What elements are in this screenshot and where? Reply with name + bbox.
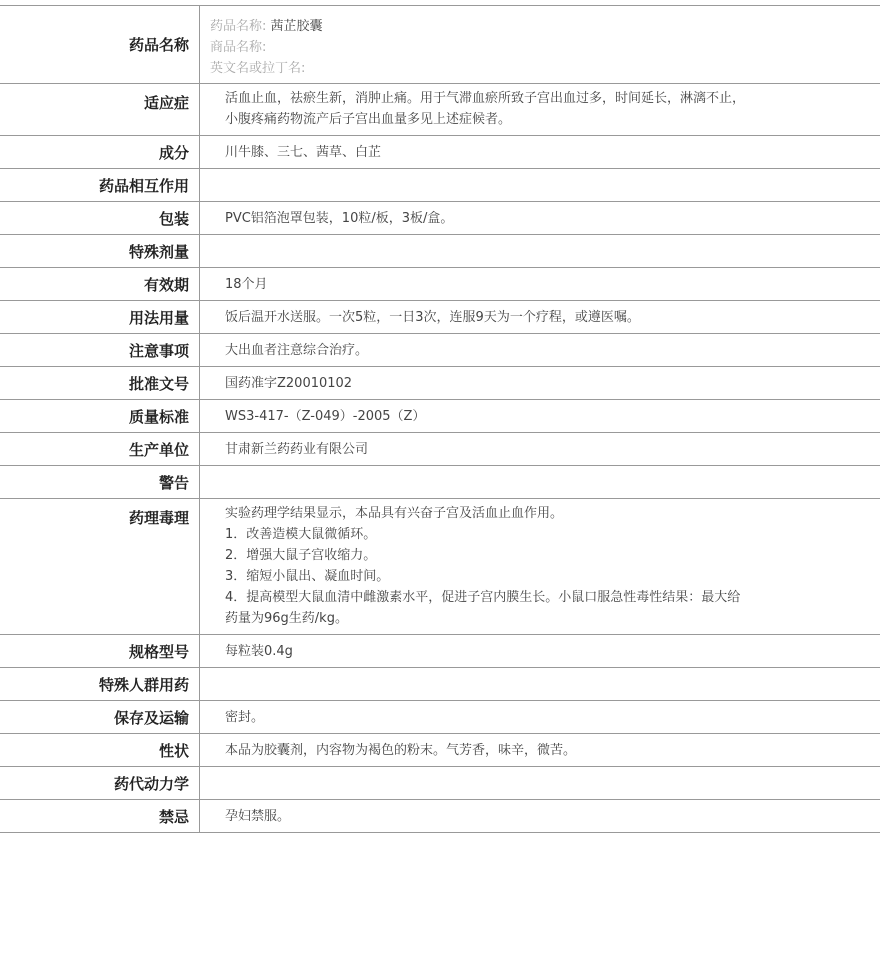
value-line: 本品为胶囊剂，内容物为褐色的粉末。气芳香，味辛，微苦。 [225,742,577,758]
row-label: 适应症 [0,84,200,135]
value-line: 饭后温开水送服。一次5粒，一日3次，连服9天为一个疗程，或遵医嘱。 [225,309,640,325]
row-label: 成分 [0,136,200,168]
row-value [200,136,880,168]
row-value [200,84,880,135]
row-value [200,169,880,201]
row-value [200,367,880,399]
row-value [200,202,880,234]
rows-container [0,84,880,833]
value-line: 孕妇禁服。 [225,808,291,824]
table-row [0,701,880,734]
row-label: 警告 [0,466,200,498]
row-value [200,466,880,498]
row-label: 保存及运输 [0,701,200,733]
value-line: 每粒装0.4g [225,643,293,659]
row-label: 生产单位 [0,433,200,465]
english-name-key: 英文名或拉丁名: [210,61,306,76]
value-line: 实验药理学结果显示，本品具有兴奋子宫及活血止血作用。 [225,506,564,521]
row-label: 禁忌 [0,800,200,832]
row-value [200,433,880,465]
row-value [200,734,880,766]
row-value [200,767,880,799]
row-value [200,668,880,700]
row-value [200,701,880,733]
row-label: 药品相互作用 [0,169,200,201]
drug-name-key: 药品名称: [210,19,267,34]
row-label: 特殊剂量 [0,235,200,267]
table-row [0,268,880,301]
table-row [0,433,880,466]
row-value [200,334,880,366]
row-label: 药理毒理 [0,499,200,634]
value-line: 甘肃新兰药药业有限公司 [225,441,369,457]
row-value [200,499,880,634]
table-row [0,169,880,202]
row-label: 规格型号 [0,635,200,667]
value-line: 国药准字Z20010102 [225,375,353,391]
table-row [0,84,880,136]
trade-name-key: 商品名称: [210,40,267,55]
row-value [200,268,880,300]
row-value [200,301,880,333]
table-row [0,400,880,433]
value-line: 药量为96g生药/kg。 [225,611,348,626]
row-label: 特殊人群用药 [0,668,200,700]
row-label: 用法用量 [0,301,200,333]
value-line: 3．缩短小鼠出、凝血时间。 [225,569,390,584]
value-line: 活血止血，祛瘀生新，消肿止痛。用于气滞血瘀所致子宫出血过多，时间延长，淋漓不止， [225,91,746,106]
value-line: 1．改善造模大鼠微循环。 [225,527,377,542]
row-value [200,800,880,832]
row-label: 性状 [0,734,200,766]
value-line: 大出血者注意综合治疗。 [225,342,369,358]
table-row [0,367,880,400]
row-label: 药品名称 [0,6,200,83]
table-row [0,235,880,268]
value-line: 密封。 [225,709,265,725]
value-line: 4．提高模型大鼠血清中雌激素水平，促进子宫内膜生长。小鼠口服急性毒性结果：最大给 [225,590,741,605]
row-value [200,635,880,667]
table-row [0,301,880,334]
value-line: 2．增强大鼠子宫收缩力。 [225,548,377,563]
value-line: WS3-417-（Z-049）-2005（Z） [225,408,426,424]
drug-name-line [210,16,870,37]
value-line: 18个月 [225,276,268,292]
row-label: 质量标准 [0,400,200,432]
table-row [0,499,880,635]
value-line: 小腹疼痛药物流产后子宫出血量多见上述症候者。 [225,112,512,127]
drug-names-block [200,6,880,83]
drug-name-value: 茜芷胶囊 [270,19,323,34]
table-row [0,668,880,701]
row-label: 有效期 [0,268,200,300]
row-drug-names [0,6,880,84]
row-value [200,400,880,432]
drug-info-table [0,5,880,833]
table-row [0,136,880,169]
table-row [0,466,880,499]
row-label: 药代动力学 [0,767,200,799]
table-row [0,334,880,367]
row-value [200,235,880,267]
row-label: 注意事项 [0,334,200,366]
table-row [0,767,880,800]
value-line: 川牛膝、三七、茜草、白芷 [225,144,382,160]
row-label: 批准文号 [0,367,200,399]
table-row [0,800,880,833]
row-label: 包装 [0,202,200,234]
table-row [0,734,880,767]
value-line: PVC铝箔泡罩包装，10粒/板，3板/盒。 [225,210,454,226]
table-row [0,635,880,668]
table-row [0,202,880,235]
